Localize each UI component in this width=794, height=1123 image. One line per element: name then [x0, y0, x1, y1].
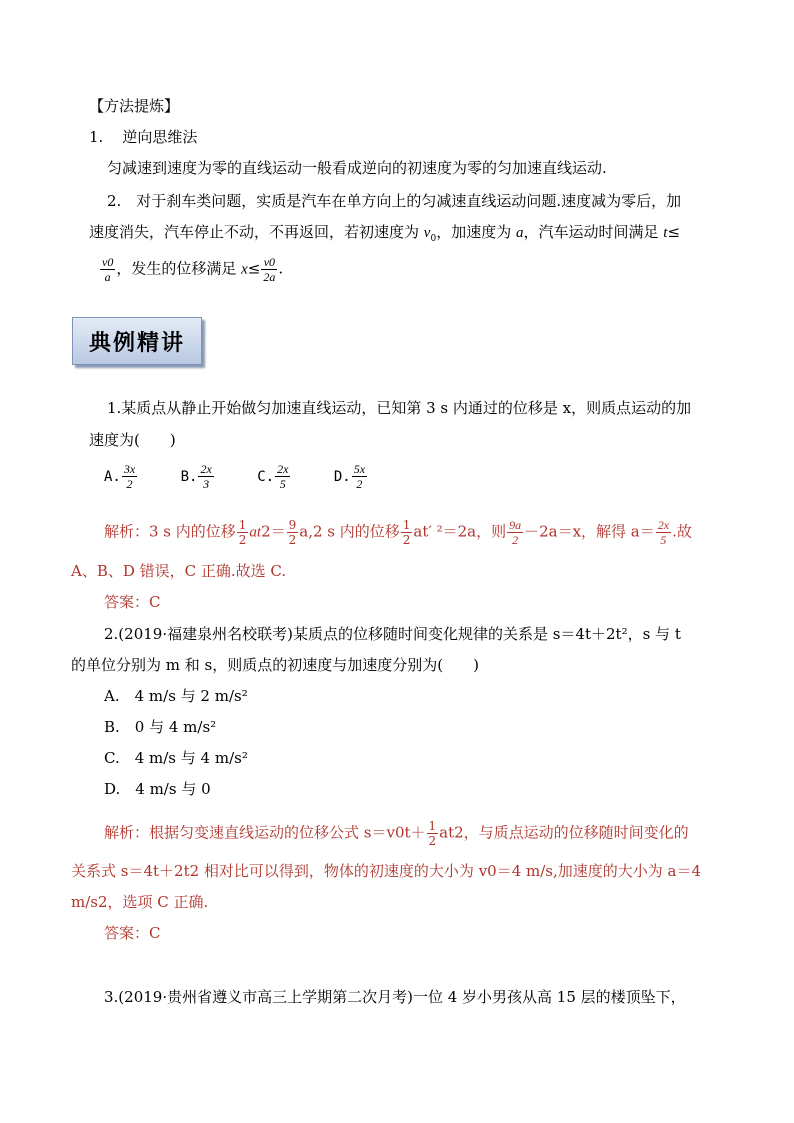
subscript-0: 0 [430, 234, 437, 244]
item-2-text: ，发生的位移满足 [116, 259, 237, 278]
leq-sign: ≤ [667, 223, 681, 241]
symbol-t: t [663, 225, 668, 241]
q1-solution-line-1: 解析：3 s 内的位移 $\frac{1}{2}$ at2＝ $\frac{9}{2}$ a,2 s 内的位移 $\frac{1}{2}$ at′ ²＝2a，则 $\frac{9a}{2}$ －2a＝x，解得 a＝ $\frac{2x}{5}$ .故 [104, 518, 692, 547]
q2-option-a: A. 4 m/s 与 2 m/s² [104, 687, 248, 705]
method-heading: 【方法提炼】 [89, 97, 180, 115]
item-2-line-1: 2. 对于刹车类问题，实质是汽车在单方向上的匀减速直线运动问题.速度减为零后，加 [107, 192, 682, 210]
q2-option-c: C. 4 m/s 与 4 m/s² [104, 749, 248, 767]
symbol-a: a [516, 225, 524, 241]
fraction-v0-over-2a: $\frac{v0}{2a}$ [263, 255, 276, 284]
q1-options [104, 462, 368, 491]
q2-option-b: B. 0 与 4 m/s² [104, 718, 217, 736]
q1-line-2: 速度为( ) [89, 431, 176, 449]
q2-answer: 答案：C [104, 924, 161, 942]
q2-option-d: D. 4 m/s 与 0 [104, 780, 211, 798]
option-b: B. $\frac{2x}{3}$ [180, 462, 212, 491]
fraction-v0-over-a: $\frac{v0}{a}$ [102, 255, 114, 284]
q3-line-1: 3.(2019·贵州省遵义市高三上学期第二次月考)一位 4 岁小男孩从高 15 层的楼顶坠下， [104, 988, 686, 1006]
leq-sign: ≤ [247, 259, 261, 278]
symbol-v: v [423, 225, 431, 241]
q1-line-1: 1.某质点从静止开始做匀加速直线运动，已知第 3 s 内通过的位移是 x，则质点运动的加 [107, 399, 692, 417]
option-d: D. $\frac{5x}{2}$ [333, 462, 366, 491]
option-c: C. $\frac{2x}{5}$ [257, 462, 289, 491]
section-banner: 典例精讲 [72, 317, 202, 365]
q2-line-2: 的单位分别为 m 和 s，则质点的初速度与加速度分别为( ) [71, 656, 479, 674]
q2-line-1: 2.(2019·福建泉州名校联考)某质点的位移随时间变化规律的关系是 s＝4t＋2t²，s 与 t [104, 625, 681, 643]
item-2-line-2 [89, 222, 680, 249]
symbol-x: x [241, 261, 248, 278]
item-2-text: ，加速度为 [436, 223, 512, 241]
q2-solution-line-3: m/s2，选项 C 正确. [71, 893, 209, 911]
item-1-number: 1. [89, 128, 104, 146]
item-2-text: ，汽车运动时间满足 [523, 223, 659, 241]
q2-solution-line-2: 关系式 s＝4t＋2t2 相对比可以得到，物体的初速度的大小为 v0＝4 m/s,加速度的大小为 a＝4 [71, 862, 702, 880]
q1-solution-line-2: A、B、D 错误，C 正确.故选 C. [71, 562, 287, 580]
q2-solution-line-1: 解析：根据匀变速直线运动的位移公式 s＝v0t＋ $\frac{1}{2}$ at2，与质点运动的位移随时间变化的 [104, 819, 689, 848]
item-1-description: 匀减速到速度为零的直线运动一般看成逆向的初速度为零的匀加速直线运动. [107, 159, 607, 177]
option-a: A. $\frac{3x}{2}$ [104, 462, 136, 491]
q1-answer: 答案：C [104, 593, 161, 611]
item-2-line-3: $\frac{v0}{a}$ ，发生的位移满足 x≤ $\frac{v0}{2a}$ . [102, 255, 284, 284]
item-1-title [89, 127, 197, 147]
item-2-text: 速度消失，汽车停止不动，不再返回，若初速度为 [89, 223, 420, 241]
item-1-label: 逆向思维法 [122, 128, 198, 146]
